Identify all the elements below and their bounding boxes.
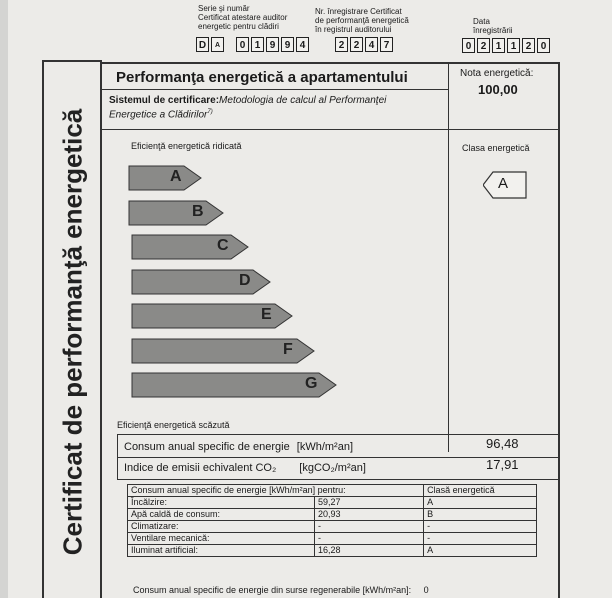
series-label [198,4,287,31]
efficiency-bar-e [131,303,293,329]
table-cell-label: Ventilare mecanică: [128,533,315,545]
table-cell-class: A [424,545,537,557]
page-title: Performanţa energetică a apartamentului [116,69,408,86]
energy-class-label: Clasa energetică [462,143,530,153]
series-label-line: Certificat atestare auditor [198,13,288,22]
certification-system [109,95,386,106]
efficiency-bar-label: G [305,375,318,392]
registration-label-line: Nr. înregistrare Certificat [315,7,402,16]
date-label-line: înregistrării [473,26,513,35]
emission-divider [117,479,560,480]
registration-digit-boxes [335,37,395,52]
date-label-line: Data [473,17,490,26]
certification-system-label: Sistemul de certificare: [109,95,220,106]
footnote-marker: 7) [207,109,213,115]
efficiency-bar-label: E [261,306,272,323]
series-digit-box: 4 [296,37,309,52]
series-label-line: Serie şi număr [198,4,250,13]
table-cell-class: A [424,497,537,509]
efficiency-high-label: Eficienţă energetică ridicată [131,141,242,151]
table-cell-label: Climatizare: [128,521,315,533]
efficiency-bar-label: F [283,341,293,358]
sidebar-title: Certificat de performanţă energetică [57,108,88,556]
efficiency-bar-a [128,165,202,191]
emission-value: 17,91 [486,457,519,472]
efficiency-bar-label: A [170,168,182,185]
consumption-label [124,441,353,453]
date-digit-boxes [462,38,552,53]
table-cell-class: - [424,521,537,533]
efficiency-bar-g [131,372,337,398]
table-cell-value: - [315,533,424,545]
table-row [128,497,537,509]
grade-value: 100,00 [478,82,518,97]
registration-label-line: de performanţă energetică [315,16,409,25]
efficiency-bar-d [131,269,271,295]
table-row [128,533,537,545]
system-divider [100,129,448,130]
registration-digit-box: 2 [350,37,363,52]
efficiency-bar-label: D [239,272,251,289]
efficiency-low-label: Eficienţă energetică scăzută [117,420,230,430]
table-cell-label: Iluminat artificial: [128,545,315,557]
efficiency-bar-label: B [192,203,204,220]
energy-table-body [128,485,537,557]
series-digit-box: 0 [236,37,249,52]
date-digit-box: 0 [537,38,550,53]
series-digit-box: 9 [266,37,279,52]
title-divider [100,89,448,90]
certification-system-line2 [109,109,213,120]
emission-unit: [kgCO₂/m²an] [299,462,366,474]
table-row [128,545,537,557]
registration-label-line: în registrul auditorului [315,25,392,34]
table-cell-label: Apă caldă de consum: [128,509,315,521]
table-cell-class: - [424,533,537,545]
date-digit-box: 1 [507,38,520,53]
renewable-energy-line [133,585,429,595]
table-cell-class: B [424,509,537,521]
date-label [473,17,513,35]
series-digit-box: 1 [251,37,264,52]
energy-class-indicator [483,171,527,204]
table-cell-value: - [315,521,424,533]
date-digit-box: 2 [477,38,490,53]
registration-label [315,7,409,34]
table-header-cell: Consum anual specific de energie [kWh/m²an] pentru: [128,485,424,497]
consumption-label-text: Consum anual specific de energie [124,441,290,453]
series-letter-box: D [196,37,209,52]
efficiency-bar-c [131,234,249,260]
series-label-line: energetic pentru clădiri [198,22,279,31]
date-digit-box: 2 [522,38,535,53]
consumption-top-line [117,434,560,435]
registration-digit-box: 2 [335,37,348,52]
efficiency-bar-label: C [217,237,229,254]
energy-consumption-table [127,484,537,557]
grade-label: Nota energetică: [460,68,534,79]
series-letter-box: A [211,37,224,52]
renewable-label: Consum anual specific de energie din surse regenerabile [kWh/m²an]: [133,585,412,595]
emission-label [124,462,366,474]
table-cell-value: 16,28 [315,545,424,557]
grade-divider-bottom [448,129,560,130]
registration-digit-box: 7 [380,37,393,52]
table-row [128,521,537,533]
table-row [128,509,537,521]
series-digit-boxes [236,37,311,52]
table-cell-label: Încălzire: [128,497,315,509]
certification-system-text-2: Energetice a Clădirilor [109,109,208,121]
table-cell-value: 20,93 [315,509,424,521]
emission-label-text: Indice de emisii echivalent CO₂ [124,462,277,474]
certification-system-text: Metodologia de calcul al Performanţei [219,95,387,106]
energy-class-value: A [498,175,509,192]
consumption-value: 96,48 [486,436,519,451]
efficiency-bar-b [128,200,224,226]
table-header-cell: Clasă energetică [424,485,537,497]
date-digit-box: 1 [492,38,505,53]
table-header-row [128,485,537,497]
date-digit-box: 0 [462,38,475,53]
renewable-value: 0 [423,585,429,595]
registration-digit-box: 4 [365,37,378,52]
series-digit-box: 9 [281,37,294,52]
efficiency-bar-f [131,338,315,364]
consumption-unit: [kWh/m²an] [296,441,354,453]
series-letter-boxes [196,37,226,52]
grade-divider [448,62,449,452]
table-cell-value: 59,27 [315,497,424,509]
